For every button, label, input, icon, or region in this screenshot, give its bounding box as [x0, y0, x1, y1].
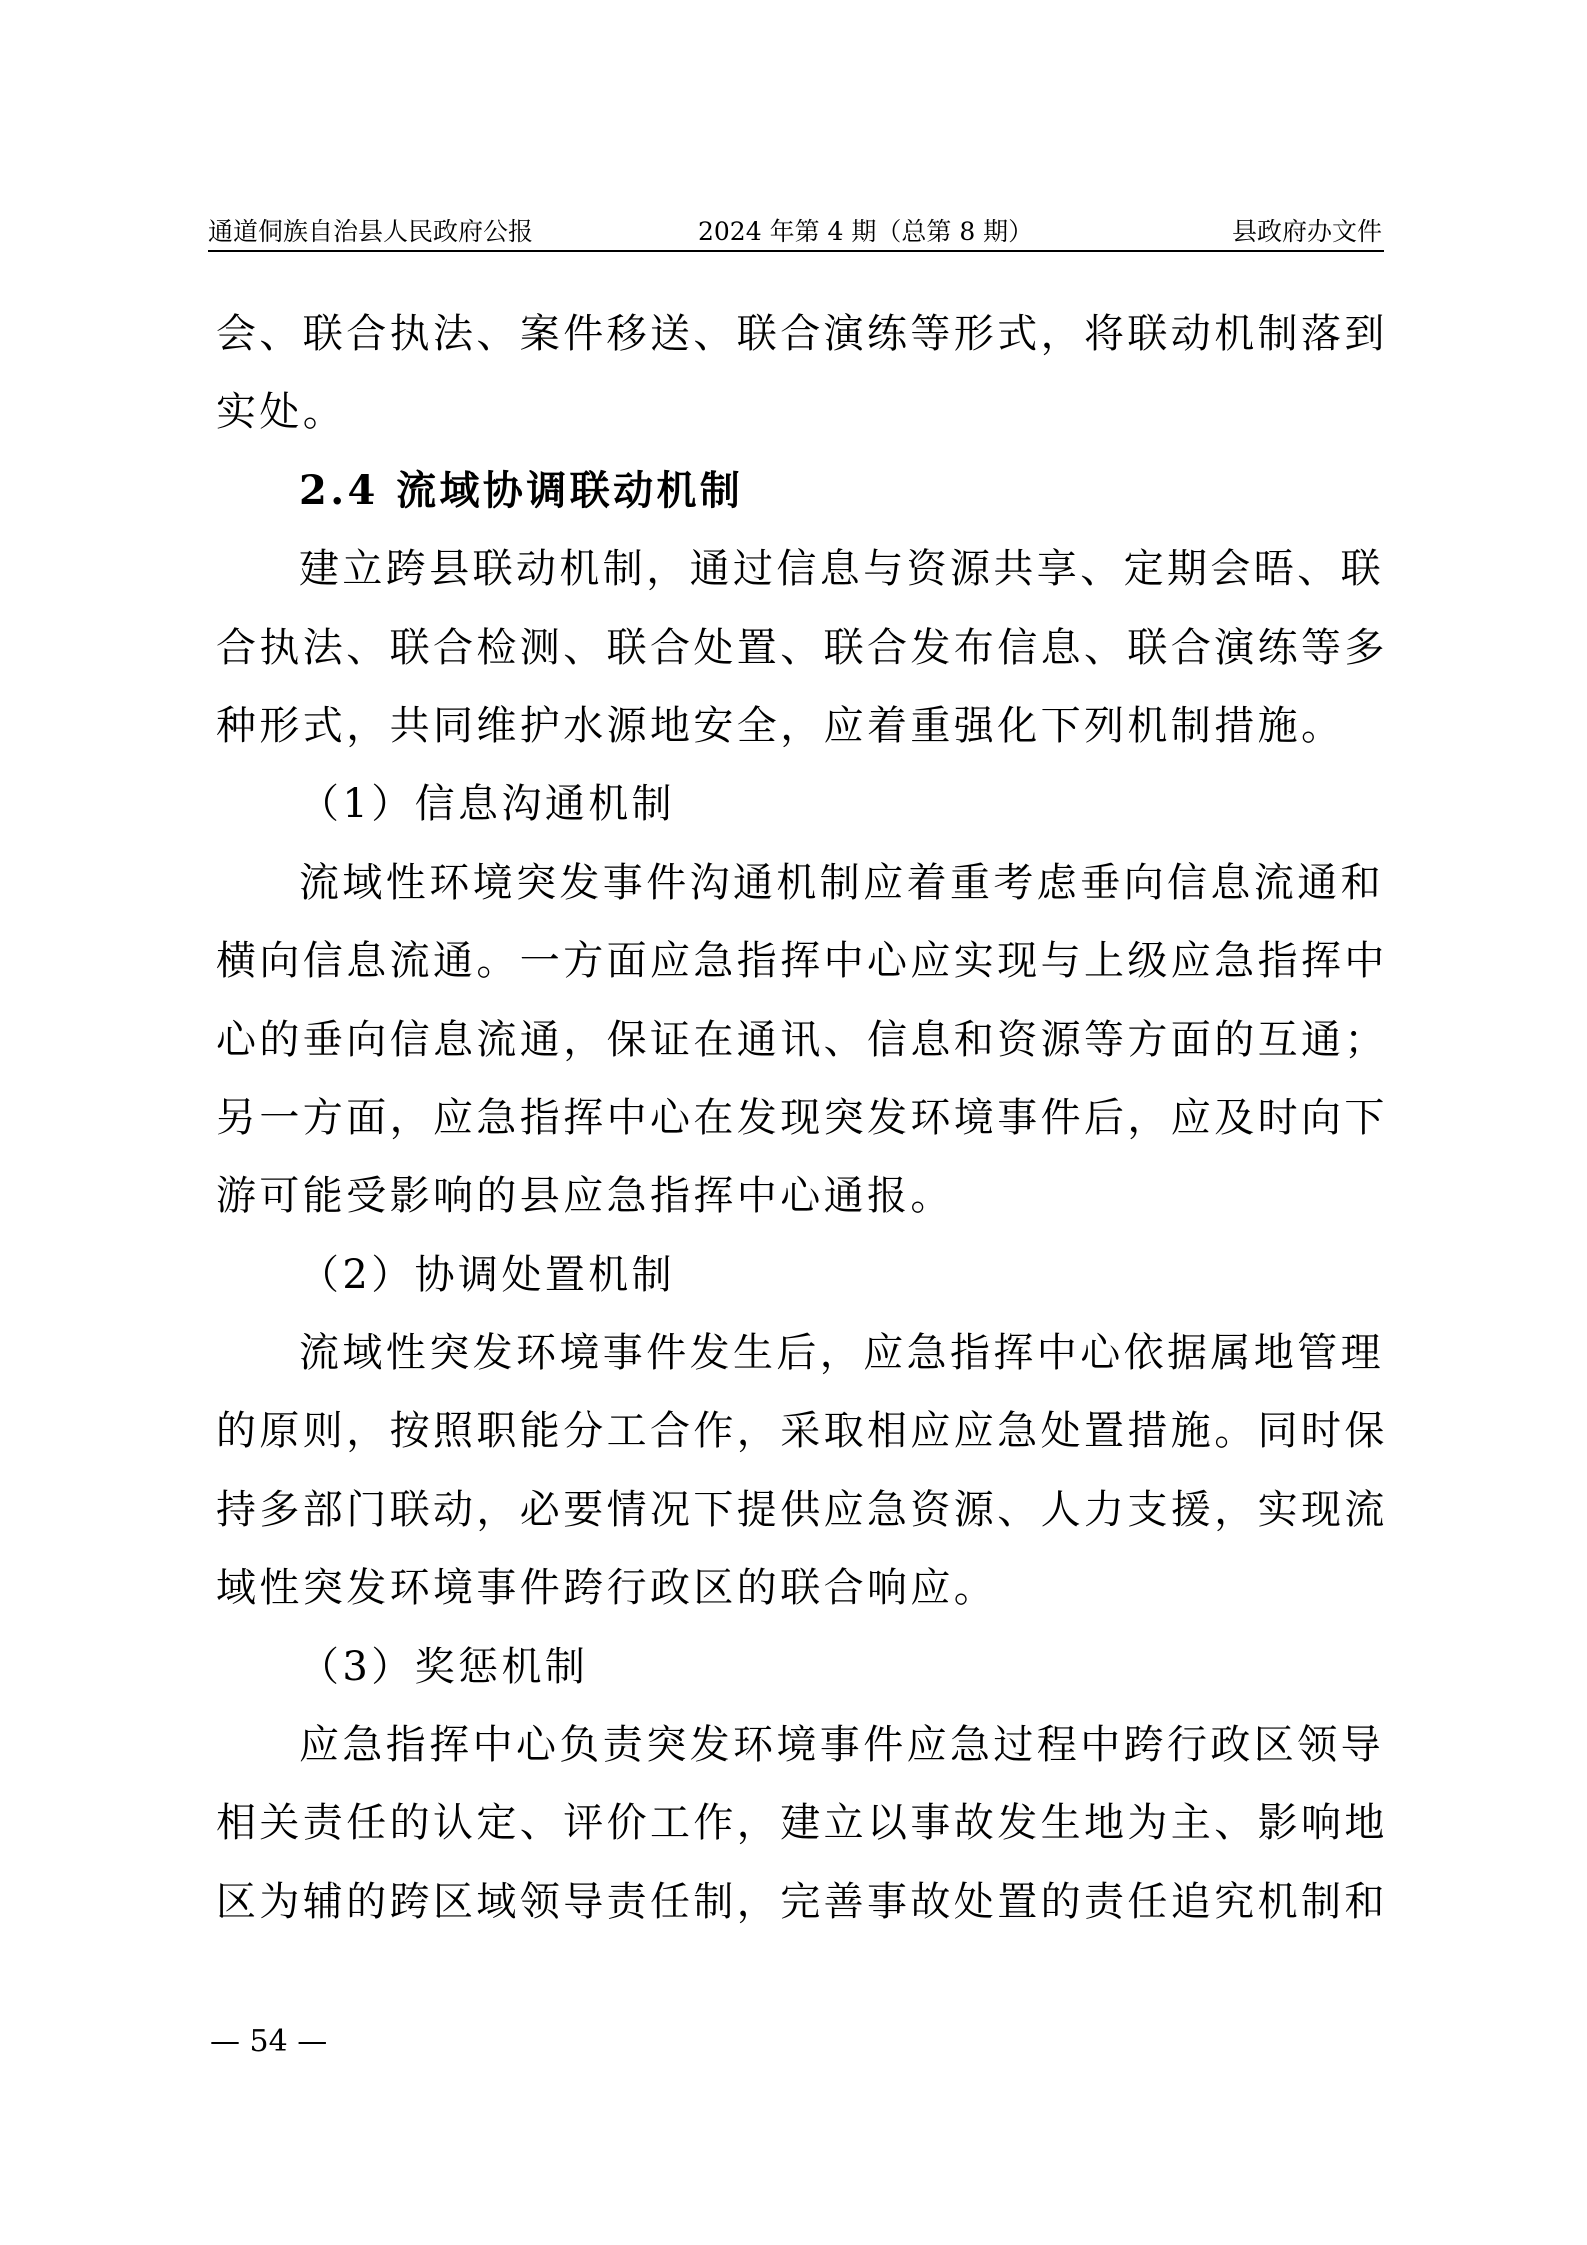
paragraph-line: 建立跨县联动机制，通过信息与资源共享、定期会晤、联: [299, 546, 1384, 593]
issue-number: 2024 年第 4 期（总第 8 期）: [698, 217, 1034, 246]
paragraph-line: 横向信息流通。一方面应急指挥中心应实现与上级应急指挥中: [216, 938, 1388, 985]
paragraph-line: 流域性环境突发事件沟通机制应着重考虑垂向信息流通和: [299, 859, 1384, 906]
paragraph-line: 的原则，按照职能分工合作，采取相应应急处置措施。同时保: [216, 1408, 1388, 1455]
paragraph-line: 持多部门联动，必要情况下提供应急资源、人力支援，实现流: [216, 1486, 1388, 1533]
page-number: — 54 —: [210, 2024, 328, 2059]
paragraph-line: 域性突发环境事件跨行政区的联合响应。: [216, 1565, 998, 1612]
body-text: [216, 295, 1386, 1941]
paragraph-line: 合执法、联合检测、联合处置、联合发布信息、联合演练等多: [216, 624, 1388, 671]
paragraph-line: 游可能受影响的县应急指挥中心通报。: [216, 1173, 954, 1220]
paragraph-line: 实处。: [216, 389, 347, 436]
paragraph-line: 会、联合执法、案件移送、联合演练等形式，将联动机制落到: [216, 311, 1388, 357]
subsection-heading: （1）信息沟通机制: [299, 781, 676, 828]
subsection-heading: （3）奖惩机制: [299, 1643, 589, 1690]
paragraph-line: 种形式，共同维护水源地安全，应着重强化下列机制措施。: [216, 702, 1345, 749]
header-rule: [208, 250, 1384, 252]
paragraph-line: 应急指挥中心负责突发环境事件应急过程中跨行政区领导: [299, 1722, 1384, 1769]
paragraph-line: 区为辅的跨区域领导责任制，完善事故处置的责任追究机制和: [216, 1878, 1388, 1925]
section-heading: 2.4 流域协调联动机制: [299, 466, 744, 514]
page-header: [208, 210, 1382, 254]
paragraph-line: 另一方面，应急指挥中心在发现突发环境事件后，应及时向下: [216, 1094, 1388, 1141]
document-category: 县政府办文件: [1231, 217, 1382, 246]
paragraph-line: 相关责任的认定、评价工作，建立以事故发生地为主、影响地: [216, 1800, 1388, 1847]
subsection-heading: （2）协调处置机制: [299, 1251, 676, 1298]
paragraph-line: 心的垂向信息流通，保证在通讯、信息和资源等方面的互通；: [216, 1016, 1388, 1063]
paragraph-line: 流域性突发环境事件发生后，应急指挥中心依据属地管理: [299, 1330, 1384, 1377]
gazette-title: 通道侗族自治县人民政府公报: [208, 217, 534, 246]
